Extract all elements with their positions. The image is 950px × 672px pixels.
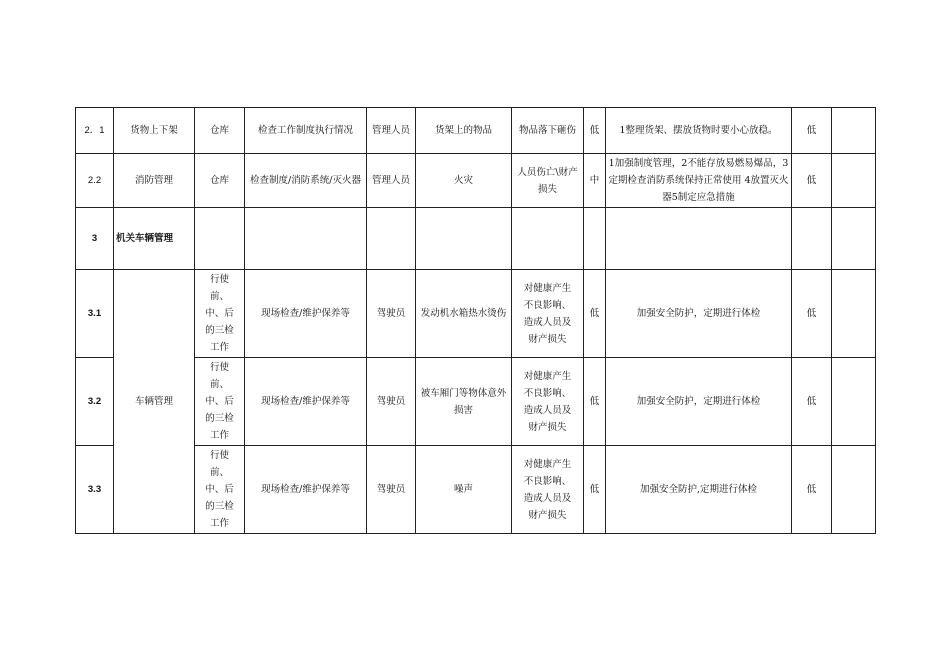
measures-cell: 1整理货架、摆放货物时要小心放稳。 bbox=[606, 108, 792, 154]
consequence-line: 造成人员及 bbox=[523, 316, 572, 328]
location-line: 中、后 bbox=[205, 308, 234, 319]
location-line: 工作 bbox=[209, 342, 229, 353]
residual-risk-cell: 低 bbox=[792, 446, 832, 534]
location-line: 前、 bbox=[209, 467, 229, 478]
consequence-line: 不良影响、 bbox=[523, 387, 572, 399]
section-title: 机关车辆管理 bbox=[116, 233, 174, 244]
hazard-cell: 被车厢门等物体意外损害 bbox=[416, 358, 512, 446]
empty-cell bbox=[584, 208, 606, 270]
row-number: 3.1 bbox=[76, 270, 114, 358]
residual-risk-cell: 低 bbox=[792, 270, 832, 358]
risk-level-cell: 低 bbox=[584, 270, 606, 358]
consequence-cell: 物品落下砸伤 bbox=[512, 108, 584, 154]
risk-assessment-table bbox=[75, 107, 876, 534]
consequence-cell bbox=[512, 358, 584, 446]
location-cell bbox=[195, 446, 245, 534]
section-number: 3 bbox=[76, 208, 114, 270]
row-number: 3.2 bbox=[76, 358, 114, 446]
table-row bbox=[76, 154, 876, 208]
consequence-line: 对健康产生 bbox=[523, 458, 572, 470]
location-line: 中、后 bbox=[205, 484, 234, 495]
remark-cell bbox=[832, 108, 876, 154]
remark-cell bbox=[832, 358, 876, 446]
location-line: 工作 bbox=[209, 430, 229, 441]
empty-cell bbox=[416, 208, 512, 270]
person-cell: 驾驶员 bbox=[367, 358, 416, 446]
empty-cell bbox=[245, 208, 367, 270]
consequence-cell bbox=[512, 446, 584, 534]
table-row bbox=[76, 108, 876, 154]
person-cell: 驾驶员 bbox=[367, 446, 416, 534]
consequence-cell: 人员伤亡\财产损失 bbox=[512, 154, 584, 208]
empty-cell bbox=[512, 208, 584, 270]
person-cell: 管理人员 bbox=[367, 154, 416, 208]
location-line: 中、后 bbox=[205, 396, 234, 407]
table-row bbox=[76, 446, 876, 534]
person-cell: 驾驶员 bbox=[367, 270, 416, 358]
location-line: 前、 bbox=[209, 291, 229, 302]
location-cell: 仓库 bbox=[195, 108, 245, 154]
section-title-cell bbox=[114, 208, 195, 270]
consequence-cell bbox=[512, 270, 584, 358]
risk-level-cell: 中 bbox=[584, 154, 606, 208]
location-line: 行使 bbox=[209, 362, 229, 373]
consequence-line: 不良影响、 bbox=[523, 475, 572, 487]
hazard-cell: 噪声 bbox=[416, 446, 512, 534]
row-number: 2.2 bbox=[76, 154, 114, 208]
location-line: 的三检 bbox=[205, 325, 234, 336]
residual-risk-cell: 低 bbox=[792, 154, 832, 208]
risk-level-cell: 低 bbox=[584, 358, 606, 446]
risk-level-cell: 低 bbox=[584, 446, 606, 534]
check-cell: 现场检查/维护保养等 bbox=[245, 358, 367, 446]
empty-cell bbox=[367, 208, 416, 270]
measures-cell: 加强安全防护,定期进行体检 bbox=[606, 446, 792, 534]
section-row bbox=[76, 208, 876, 270]
consequence-line: 财产损失 bbox=[528, 421, 567, 433]
empty-cell bbox=[832, 208, 876, 270]
consequence-line: 不良影响、 bbox=[523, 299, 572, 311]
location-line: 行使 bbox=[209, 274, 229, 285]
location-line: 的三检 bbox=[205, 413, 234, 424]
location-line: 前、 bbox=[209, 379, 229, 390]
location-line: 工作 bbox=[209, 518, 229, 529]
measures-cell: 1加强制度管理，2不能存放易燃易爆品，3定期检查消防系统保持正常使用 4放置灭火器5制定应急措施 bbox=[606, 154, 792, 208]
consequence-line: 对健康产生 bbox=[523, 370, 572, 382]
measures-cell: 加强安全防护，定期进行体检 bbox=[606, 270, 792, 358]
person-cell: 管理人员 bbox=[367, 108, 416, 154]
activity-cell: 货物上下架 bbox=[114, 108, 195, 154]
measures-cell: 加强安全防护，定期进行体检 bbox=[606, 358, 792, 446]
consequence-line: 对健康产生 bbox=[523, 282, 572, 294]
row-number: 2．1 bbox=[76, 108, 114, 154]
residual-risk-cell: 低 bbox=[792, 108, 832, 154]
location-cell: 仓库 bbox=[195, 154, 245, 208]
check-cell: 检查制度/消防系统/灭火器 bbox=[245, 154, 367, 208]
consequence-line: 财产损失 bbox=[528, 333, 567, 345]
table-row bbox=[76, 270, 876, 358]
consequence-line: 造成人员及 bbox=[523, 404, 572, 416]
remark-cell bbox=[832, 446, 876, 534]
location-line: 的三检 bbox=[205, 501, 234, 512]
row-number: 3.3 bbox=[76, 446, 114, 534]
location-line: 行使 bbox=[209, 450, 229, 461]
risk-level-cell: 低 bbox=[584, 108, 606, 154]
hazard-cell: 货架上的物品 bbox=[416, 108, 512, 154]
consequence-line: 财产损失 bbox=[528, 509, 567, 521]
vehicle-activity-cell: 车辆管理 bbox=[114, 270, 195, 534]
check-cell: 现场检查/维护保养等 bbox=[245, 446, 367, 534]
hazard-cell: 火灾 bbox=[416, 154, 512, 208]
activity-cell: 消防管理 bbox=[114, 154, 195, 208]
hazard-cell: 发动机水箱热水烫伤 bbox=[416, 270, 512, 358]
consequence-line: 造成人员及 bbox=[523, 492, 572, 504]
empty-cell bbox=[195, 208, 245, 270]
location-cell bbox=[195, 358, 245, 446]
location-cell bbox=[195, 270, 245, 358]
check-cell: 检查工作制度执行情况 bbox=[245, 108, 367, 154]
check-cell: 现场检查/维护保养等 bbox=[245, 270, 367, 358]
remark-cell bbox=[832, 154, 876, 208]
empty-cell bbox=[606, 208, 792, 270]
remark-cell bbox=[832, 270, 876, 358]
residual-risk-cell: 低 bbox=[792, 358, 832, 446]
empty-cell bbox=[792, 208, 832, 270]
table-row bbox=[76, 358, 876, 446]
